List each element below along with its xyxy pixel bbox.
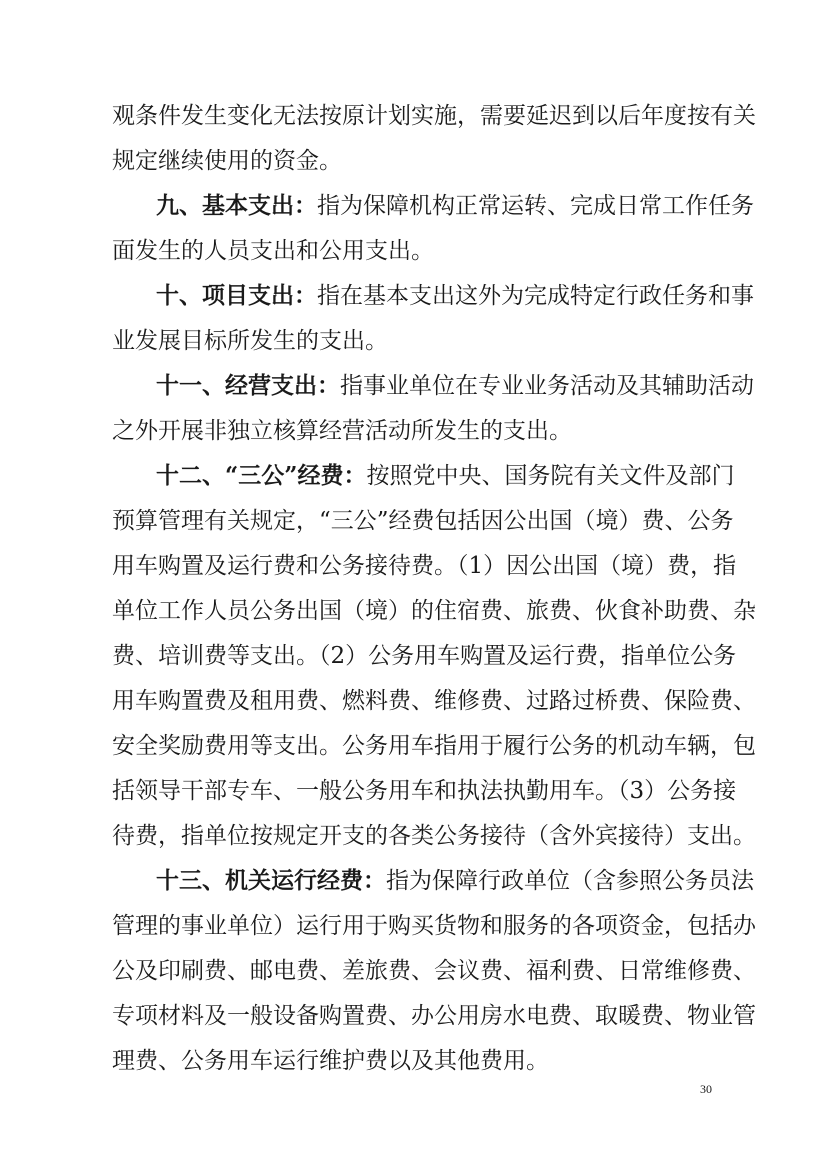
section-13-heading: 十三、机关运行经费： (156, 867, 386, 894)
section-12-heading-line: 十二、“三公”经费：按照党中央、国务院有关文件及部门 (156, 462, 735, 489)
text-line: 公及印刷费、邮电费、差旅费、会议费、福利费、日常维修费、 (112, 958, 756, 984)
section-13-heading-line: 十三、机关运行经费：指为保障行政单位（含参照公务员法 (156, 867, 754, 894)
text-line: 安全奖励费用等支出。公务用车指用于履行公务的机动车辆，包 (112, 733, 756, 759)
text-line: 单位工作人员公务出国（境）的住宿费、旅费、伙食补助费、杂 (112, 598, 756, 624)
text-line: 之外开展非独立核算经营活动所发生的支出。 (112, 418, 572, 444)
text-line: 管理的事业单位）运行用于购买货物和服务的各项资金，包括办 (112, 913, 756, 939)
section-9-heading-line: 九、基本支出：指为保障机构正常运转、完成日常工作任务 (156, 192, 754, 219)
text-line: 括领导干部专车、一般公务用车和执法执勤用车。（3）公务接 (112, 778, 737, 804)
page-number: 30 (700, 1082, 712, 1096)
text-line: 预算管理有关规定，“三公”经费包括因公出国（境）费、公务 (112, 508, 734, 534)
text-line: 待费，指单位按规定开支的各类公务接待（含外宾接待）支出。 (112, 823, 756, 849)
section-12-heading: 十二、“三公”经费： (156, 462, 367, 489)
text-line: 观条件发生变化无法按原计划实施，需要延迟到以后年度按有关 (112, 103, 756, 129)
text-line: 专项材料及一般设备购置费、办公用房水电费、取暖费、物业管 (112, 1003, 756, 1029)
text-line: 用车购置及运行费和公务接待费。（1）因公出国（境）费，指 (112, 553, 737, 579)
text-line: 费、培训费等支出。（2）公务用车购置及运行费，指单位公务 (112, 643, 737, 669)
section-11-heading: 十一、经营支出： (156, 372, 340, 399)
text-line: 理费、公务用车运行维护费以及其他费用。 (112, 1048, 549, 1074)
section-9-heading: 九、基本支出： (156, 192, 317, 219)
text-line: 业发展目标所发生的支出。 (112, 328, 388, 354)
text-line: 规定继续使用的资金。 (112, 148, 342, 174)
section-10-heading-line: 十、项目支出：指在基本支出这外为完成特定行政任务和事 (156, 282, 754, 309)
text-line: 用车购置费及租用费、燃料费、维修费、过路过桥费、保险费、 (112, 688, 756, 714)
section-10-heading: 十、项目支出： (156, 282, 317, 309)
section-11-heading-line: 十一、经营支出：指事业单位在专业业务活动及其辅助活动 (156, 372, 754, 399)
text-line: 面发生的人员支出和公用支出。 (112, 238, 434, 264)
